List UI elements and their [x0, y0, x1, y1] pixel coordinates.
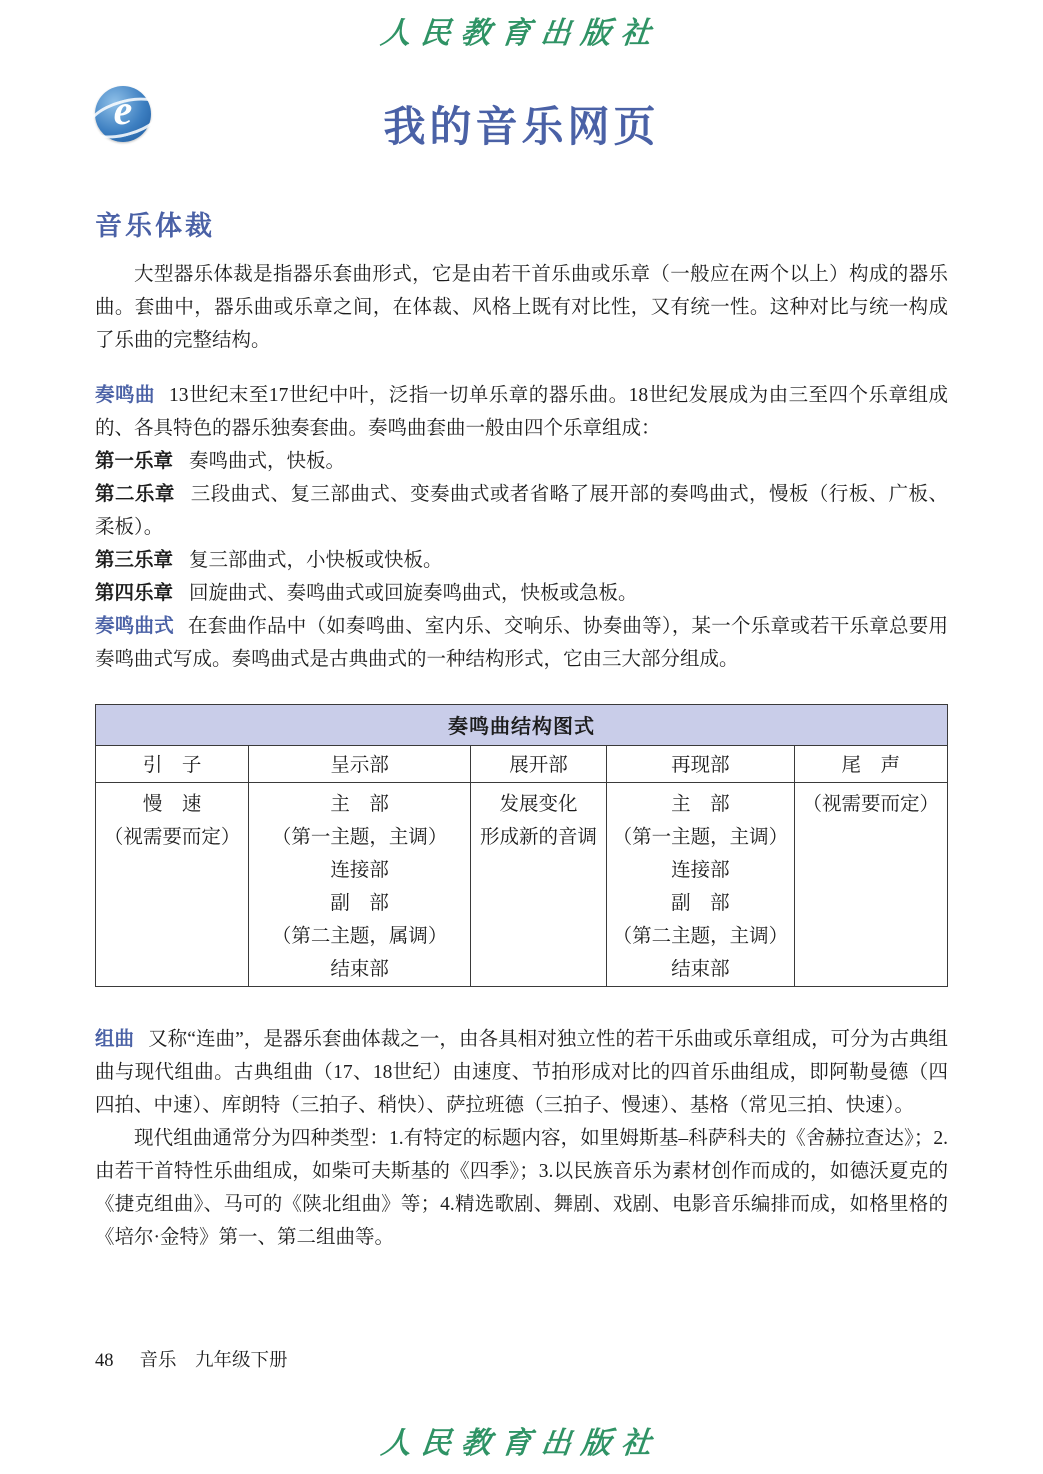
table-cell-line: 连接部 [671, 860, 730, 881]
table-cell-line: 结束部 [671, 959, 730, 980]
page-title: 我的音乐网页 [383, 103, 660, 150]
movement-label-1: 第一乐章 [95, 450, 174, 472]
col-header-recapitulation: 再现部 [607, 746, 794, 783]
table-cell-line: 主 部 [330, 794, 389, 815]
intro-paragraph: 大型器乐体裁是指器乐套曲形式，它是由若干首乐曲或乐章（一般应在两个以上）构成的器乐曲。套曲中，器乐曲或乐章之间，在体裁、风格上既有对比性，又有统一性。这种对比与统一构成了乐曲的完整结构。 [95, 264, 948, 351]
term-suite: 组曲 [95, 1028, 135, 1050]
table-cell-line: （第一主题，主调） [271, 827, 448, 848]
movement-label-3: 第三乐章 [95, 549, 174, 571]
page-header [95, 82, 948, 162]
table-cell-line: 副 部 [330, 893, 389, 914]
table-cell-line: （视需要而定） [103, 827, 241, 848]
table-cell-line: （第二主题，属调） [271, 926, 448, 947]
movement-line-4 [95, 577, 948, 610]
suite-entry-text: 又称“连曲”，是器乐套曲体裁之一，由各具相对独立性的若干乐曲或乐章组成，可分为古典组曲与现代组曲。古典组曲（17、18世纪）由速度、节拍形成对比的四首乐曲组成，即阿勒曼德（四四拍、中速）、库朗特（三拍子、稍快）、萨拉班德（三拍子、慢速）、基格（常见三拍、快速）。 [95, 1029, 948, 1116]
movement-text-4: 回旋曲式、奏鸣曲式或回旋奏鸣曲式，快板或急板。 [189, 583, 638, 604]
table-cell-line: （第二主题，主调） [612, 926, 789, 947]
sonata-entry-text: 13世纪末至17世纪中叶，泛指一切单乐章的器乐曲。18世纪发展成为由三至四个乐章组成的、各具特色的器乐独奏套曲。奏鸣曲套曲一般由四个乐章组成： [95, 385, 948, 439]
movement-text-1: 奏鸣曲式，快板。 [189, 451, 346, 472]
col-header-development: 展开部 [470, 746, 606, 783]
col-header-intro: 引 子 [96, 746, 249, 783]
movement-text-3: 复三部曲式，小快板或快板。 [189, 550, 443, 571]
table-cell-coda [794, 783, 947, 987]
table-cell-line: 结束部 [330, 959, 389, 980]
table-title: 奏鸣曲结构图式 [96, 705, 948, 746]
col-header-coda: 尾 声 [794, 746, 947, 783]
term-sonata: 奏鸣曲 [95, 384, 155, 406]
movement-text-2: 三段曲式、复三部曲式、变奏曲式或者省略了展开部的奏鸣曲式，慢板（行板、广板、柔板）。 [95, 484, 948, 538]
page-number: 48 [95, 1351, 114, 1371]
table-cell-development [470, 783, 606, 987]
book-label: 音乐 九年级下册 [139, 1351, 288, 1371]
section-heading: 音乐体裁 [95, 211, 215, 241]
table-cell-line: 形成新的音调 [480, 827, 598, 848]
table-column-header-row [96, 746, 948, 783]
e-browser-icon [95, 86, 151, 142]
table-cell-recapitulation [607, 783, 794, 987]
table-body-row [96, 783, 948, 987]
sonata-structure-table [95, 704, 948, 987]
movement-line-3 [95, 544, 948, 577]
table-cell-line: 连接部 [330, 860, 389, 881]
movement-label-4: 第四乐章 [95, 582, 174, 604]
e-letter: e [113, 88, 133, 134]
table-cell-line: （视需要而定） [802, 794, 940, 815]
table-cell-intro [96, 783, 249, 987]
sonata-entry [95, 379, 948, 445]
sonata-form-entry [95, 610, 948, 676]
suite-entry [95, 1023, 948, 1122]
table-cell-line: 主 部 [671, 794, 730, 815]
table-cell-line: 慢 速 [142, 794, 202, 815]
page-footer [95, 1346, 288, 1372]
movement-line-2 [95, 478, 948, 544]
table-title-row [96, 705, 948, 746]
publisher-logo-bottom: 人民教育出版社 [379, 1426, 663, 1461]
term-sonata-form: 奏鸣曲式 [95, 615, 174, 637]
movement-label-2: 第二乐章 [95, 483, 175, 505]
table-cell-line: 副 部 [671, 893, 730, 914]
sonata-form-entry-text: 在套曲作品中（如奏鸣曲、室内乐、交响乐、协奏曲等），某一个乐章或若干乐章总要用奏鸣曲式写成。奏鸣曲式是古典曲式的一种结构形式，它由三大部分组成。 [95, 616, 948, 670]
publisher-logo-top: 人民教育出版社 [378, 16, 663, 51]
table-cell-line: （第一主题，主调） [612, 827, 789, 848]
movement-line-1 [95, 445, 948, 478]
table-cell-line: 发展变化 [499, 794, 578, 815]
table-cell-exposition [249, 783, 471, 987]
col-header-exposition: 呈示部 [249, 746, 471, 783]
modern-suite-paragraph: 现代组曲通常分为四种类型：1.有特定的标题内容，如里姆斯基–科萨科夫的《舍赫拉查达》；2.由若干首特性乐曲组成，如柴可夫斯基的《四季》；3.以民族音乐为素材创作而成的，如德沃夏克的《捷克组曲》、马可的《陕北组曲》等；4.精选歌剧、舞剧、戏剧、电影音乐编排而成，如格里格的《培尔·金特》第一、第二组曲等。 [95, 1128, 948, 1248]
